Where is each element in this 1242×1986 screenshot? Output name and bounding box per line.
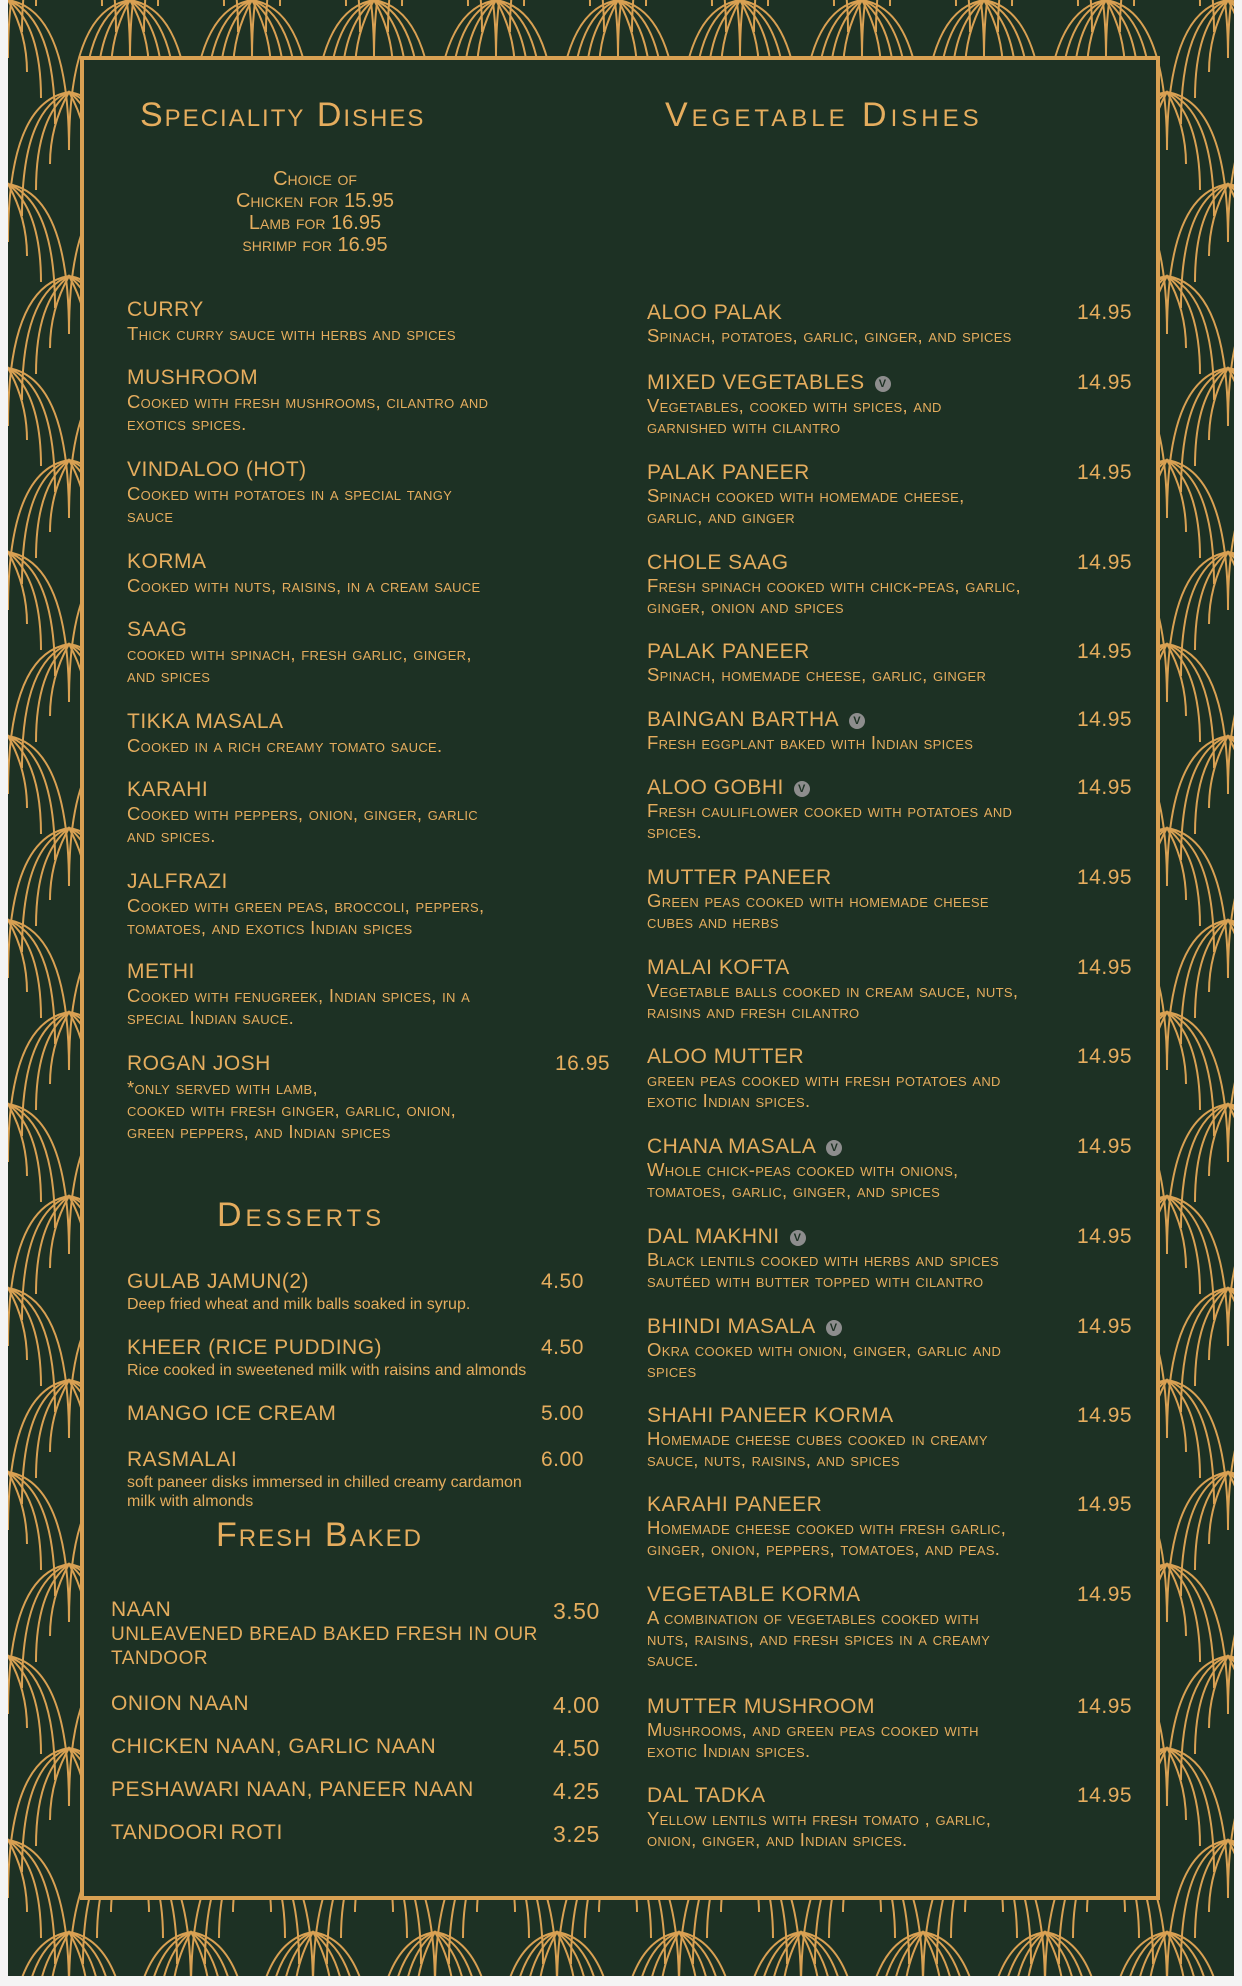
dessert-description: soft paneer disks immersed in chilled creamy cardamon (127, 1474, 522, 1491)
vegan-badge-icon: V (875, 376, 891, 392)
bottom-page-margin (0, 1976, 1242, 1986)
dish-price: 14.95 (1077, 1404, 1133, 1427)
vegan-badge-icon: V (794, 781, 810, 797)
bread-price: 3.50 (553, 1598, 600, 1624)
dish-price: 14.95 (1077, 301, 1133, 324)
dessert-price: 5.00 (541, 1402, 584, 1425)
dish-name-text: MIXED VEGETABLES (647, 371, 865, 394)
dish-name (647, 776, 810, 800)
dish-description: Spinach, homemade cheese, garlic, ginger (647, 664, 987, 685)
left-page-margin (0, 0, 8, 1986)
vegan-badge-icon: V (790, 1230, 806, 1246)
dish-description: sautéed with butter topped with cilantro (647, 1270, 984, 1291)
dish-name: METHI (127, 960, 195, 983)
dish-name-text: CHANA MASALA (647, 1135, 817, 1158)
dish-name-text: MUTTER PANEER (647, 866, 832, 889)
choice-line: shrimp for 16.95 (242, 234, 388, 256)
dish-description: green peppers, and Indian spices (127, 1121, 391, 1142)
dish-price: 14.95 (1077, 1045, 1133, 1068)
dish-description: Homemade cheese cooked with fresh garlic, (647, 1517, 1007, 1538)
dish-description: exotic Indian spices. (647, 1740, 811, 1761)
dish-price: 14.95 (1077, 1225, 1133, 1248)
dish-description: raisins and fresh cilantro (647, 1001, 860, 1022)
dish-name: SAAG (127, 618, 188, 641)
bread-name: NAAN (111, 1598, 172, 1621)
dish-description: special Indian sauce. (127, 1007, 295, 1028)
dish-description: Cooked with fenugreek, Indian spices, in a (127, 985, 471, 1006)
dish-description: exotic Indian spices. (647, 1090, 811, 1111)
dish-name: VINDALOO (HOT) (127, 458, 307, 481)
dish-description: green peas cooked with fresh potatoes and (647, 1069, 1001, 1090)
dish-name-text: PALAK PANEER (647, 461, 810, 484)
dish-description: Whole chick-peas cooked with onions, (647, 1159, 959, 1180)
bread-price: 4.25 (553, 1778, 600, 1804)
dish-description: A combination of vegetables cooked with (647, 1607, 980, 1628)
dish-name-text: CHOLE SAAG (647, 551, 789, 574)
dish-price: 14.95 (1077, 956, 1133, 979)
dish-name: ROGAN JOSH (127, 1052, 271, 1075)
dish-name: TIKKA MASALA (127, 710, 284, 733)
dish-description: garnished with cilantro (647, 416, 841, 437)
dish-name (647, 1315, 842, 1339)
dessert-price: 4.50 (541, 1336, 584, 1359)
dish-description: and spices (127, 665, 211, 686)
bread-name: CHICKEN NAAN, GARLIC NAAN (111, 1735, 437, 1758)
dish-description: *only served with lamb, (127, 1077, 318, 1098)
dish-price: 14.95 (1077, 551, 1133, 574)
dish-name (647, 1784, 765, 1808)
dish-name (647, 1404, 894, 1428)
dish-name (647, 708, 865, 732)
dish-name-text: BAINGAN BARTHA (647, 708, 840, 731)
dish-description: Cooked with green peas, broccoli, peppers, (127, 895, 485, 916)
vegan-badge-icon: V (849, 713, 865, 729)
dish-name-text: ALOO PALAK (647, 301, 783, 324)
choice-line: Chicken for 15.95 (235, 190, 395, 212)
dish-name (647, 1695, 875, 1719)
dish-name (647, 551, 789, 575)
dish-description: Cooked in a rich creamy tomato sauce. (127, 735, 443, 756)
vegetable-heading: Vegetable Dishes (665, 96, 983, 134)
bread-price: 4.00 (553, 1692, 600, 1718)
right-page-margin (1234, 0, 1242, 1986)
bread-name: TANDOORI ROTI (111, 1821, 283, 1844)
dish-name: MUSHROOM (127, 366, 259, 389)
dessert-name: GULAB JAMUN(2) (127, 1270, 310, 1293)
dish-name-text: DAL TADKA (647, 1784, 766, 1807)
dish-description: spices. (647, 821, 702, 842)
dish-description: Okra cooked with onion, ginger, garlic and (647, 1339, 1002, 1360)
dish-description: Spinach, potatoes, garlic, ginger, and spices (647, 325, 1012, 346)
dish-price: 14.95 (1077, 1493, 1133, 1516)
desserts-heading: Desserts (217, 1196, 386, 1234)
dish-description: cubes and herbs (647, 911, 779, 932)
dessert-description: Rice cooked in sweetened milk with raisins and almonds (127, 1362, 527, 1379)
dish-name (647, 640, 810, 664)
dish-name (647, 866, 832, 890)
dish-description: ginger, onion, peppers, tomatoes, and peas. (647, 1538, 1001, 1559)
dish-description: Vegetable balls cooked in cream sauce, nuts, (647, 980, 1019, 1001)
fresh-baked-heading: Fresh Baked (216, 1516, 423, 1554)
dish-name: JALFRAZI (127, 870, 228, 893)
dish-description: spices (647, 1360, 697, 1381)
dish-name-text: ALOO GOBHI (647, 776, 784, 799)
dish-description: cooked with spinach, fresh garlic, ginger, (127, 643, 472, 664)
dish-price: 16.95 (555, 1052, 611, 1075)
dish-description: Mushrooms, and green peas cooked with (647, 1719, 979, 1740)
dish-name: KORMA (127, 550, 207, 573)
dish-name-text: BHINDI MASALA (647, 1315, 816, 1338)
dish-name (647, 461, 810, 485)
dessert-name: KHEER (RICE PUDDING) (127, 1336, 383, 1359)
dessert-price: 4.50 (541, 1270, 584, 1293)
dessert-name: RASMALAI (127, 1448, 238, 1471)
bread-price: 3.25 (553, 1821, 600, 1847)
dish-description: cooked with fresh ginger, garlic, onion, (127, 1099, 457, 1120)
dish-name (647, 1493, 822, 1517)
dish-description: Black lentils cooked with herbs and spices (647, 1249, 999, 1270)
dish-description: Fresh spinach cooked with chick-peas, garlic, (647, 575, 1021, 596)
dish-description: and spices. (127, 825, 216, 846)
dish-name-text: DAL MAKHNI (647, 1225, 780, 1248)
vegan-badge-icon: V (826, 1140, 842, 1156)
dish-name-text: SHAHI PANEER KORMA (647, 1404, 894, 1427)
dessert-description: Deep fried wheat and milk balls soaked in syrup. (127, 1296, 471, 1313)
dish-price: 14.95 (1077, 1583, 1133, 1606)
bread-name: ONION NAAN (111, 1692, 250, 1715)
dish-description: Cooked with nuts, raisins, in a cream sauce (127, 575, 481, 596)
dish-description: Vegetables, cooked with spices, and (647, 395, 942, 416)
bread-price: 4.50 (553, 1735, 600, 1761)
dish-name-text: KARAHI PANEER (647, 1493, 823, 1516)
dish-description: sauce. (647, 1649, 699, 1670)
dessert-price: 6.00 (541, 1448, 584, 1471)
dish-price: 14.95 (1077, 461, 1133, 484)
dish-description: Green peas cooked with homemade cheese (647, 890, 989, 911)
dish-description: nuts, raisins, and fresh spices in a creamy (647, 1628, 991, 1649)
dish-name (647, 1045, 804, 1069)
bread-description: TANDOOR (111, 1648, 209, 1669)
dish-name (647, 1135, 842, 1159)
dish-price: 14.95 (1077, 776, 1133, 799)
dish-description: Cooked with peppers, onion, ginger, garlic (127, 803, 478, 824)
dish-description: tomatoes, garlic, ginger, and spices (647, 1180, 941, 1201)
dish-description: Fresh cauliflower cooked with potatoes and (647, 800, 1013, 821)
dish-description: Homemade cheese cubes cooked in creamy (647, 1428, 988, 1449)
choice-line: Lamb for 16.95 (248, 212, 382, 234)
dish-name: CURRY (127, 298, 204, 321)
dish-name (647, 1583, 861, 1607)
dish-name-text: ALOO MUTTER (647, 1045, 805, 1068)
dish-description: Thick curry sauce with herbs and spices (127, 323, 456, 344)
dish-description: tomatoes, and exotics Indian spices (127, 917, 413, 938)
dish-description: onion, ginger, and Indian spices. (647, 1829, 908, 1850)
vegan-badge-icon: V (826, 1320, 842, 1336)
dish-name-text: PALAK PANEER (647, 640, 810, 663)
dish-description: Fresh eggplant baked with Indian spices (647, 732, 974, 753)
dish-description: Cooked with potatoes in a special tangy (127, 483, 453, 504)
dish-description: sauce, nuts, raisins, and spices (647, 1449, 900, 1470)
dish-name-text: MALAI KOFTA (647, 956, 790, 979)
dish-name (647, 301, 782, 325)
dessert-description: milk with almonds (127, 1493, 254, 1510)
dish-price: 14.95 (1077, 866, 1133, 889)
bread-name: PESHAWARI NAAN, PANEER NAAN (111, 1778, 474, 1801)
dish-description: ginger, onion and spices (647, 596, 844, 617)
speciality-heading: Speciality Dishes (140, 96, 426, 134)
dish-price: 14.95 (1077, 371, 1133, 394)
dish-price: 14.95 (1077, 708, 1133, 731)
dish-name-text: MUTTER MUSHROOM (647, 1695, 875, 1718)
dish-price: 14.95 (1077, 1315, 1133, 1338)
dish-price: 14.95 (1077, 1695, 1133, 1718)
dish-description: Cooked with fresh mushrooms, cilantro and (127, 391, 489, 412)
dish-description: garlic, and ginger (647, 506, 795, 527)
dish-price: 14.95 (1077, 1784, 1133, 1807)
dessert-name: MANGO ICE CREAM (127, 1402, 337, 1425)
bread-description: UNLEAVENED BREAD BAKED FRESH IN OUR (111, 1624, 538, 1645)
choice-line: Choice of (273, 168, 357, 190)
dish-description: Spinach cooked with homemade cheese, (647, 485, 965, 506)
dish-name (647, 371, 891, 395)
dish-price: 14.95 (1077, 1135, 1133, 1158)
dish-description: Yellow lentils with fresh tomato , garlic, (647, 1808, 992, 1829)
dish-name (647, 956, 790, 980)
dish-name (647, 1225, 806, 1249)
dish-name-text: VEGETABLE KORMA (647, 1583, 861, 1606)
dish-price: 14.95 (1077, 640, 1133, 663)
dish-name: KARAHI (127, 778, 209, 801)
dish-description: exotics spices. (127, 413, 247, 434)
dish-description: sauce (127, 505, 174, 526)
